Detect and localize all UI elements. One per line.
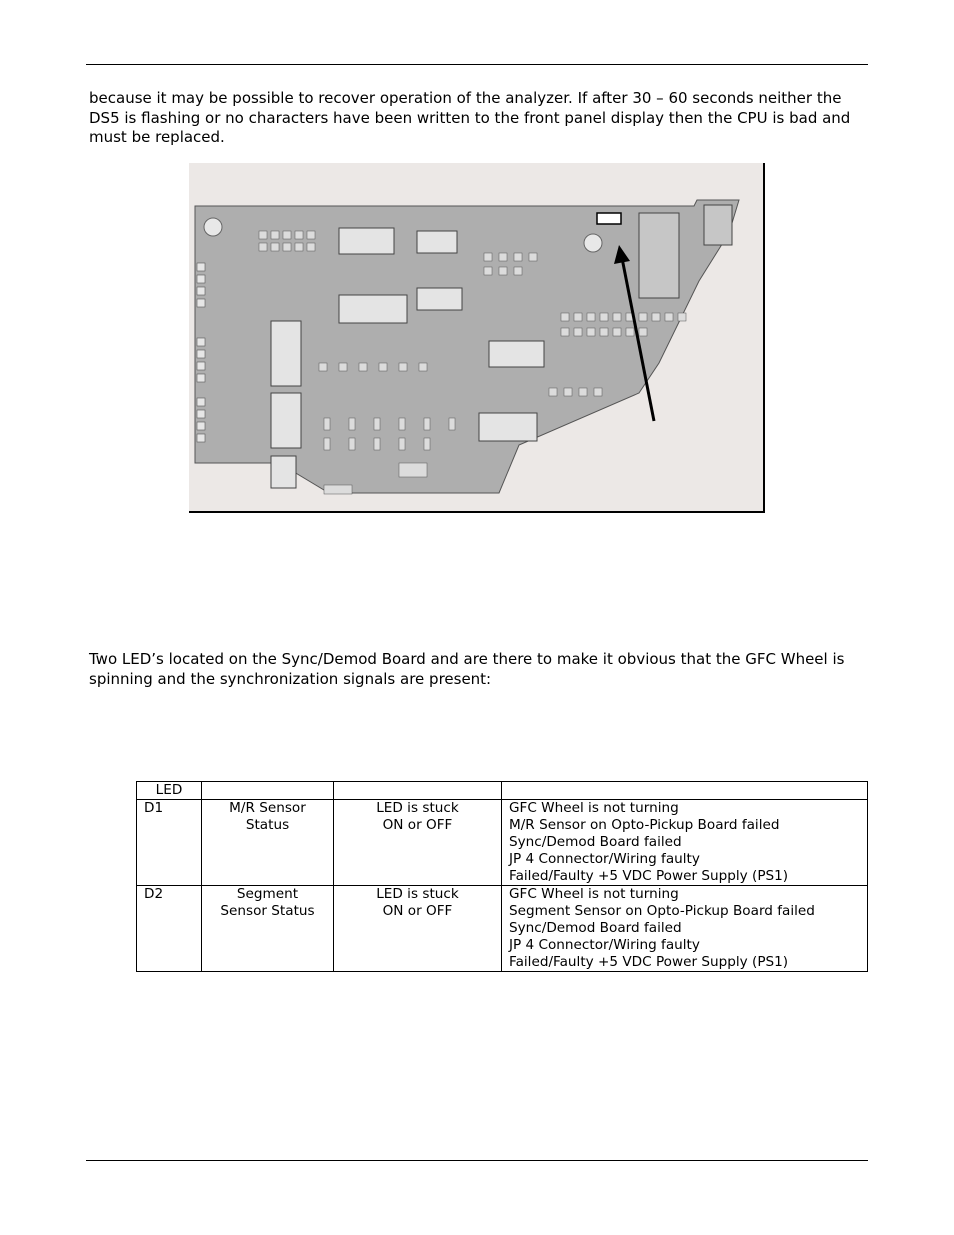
- second-paragraph: Two LED’s located on the Sync/Demod Board and are there to make it obvious that the GFC Wheel is spinning and the synchronization signals are present:: [89, 650, 845, 688]
- causes-cell: [502, 800, 868, 886]
- cause-line: M/R Sensor on Opto-Pickup Board failed: [509, 817, 780, 833]
- function-line: Status: [245, 817, 290, 833]
- function-line: Segment: [236, 886, 299, 902]
- fault-line: LED is stuck: [376, 800, 459, 816]
- connector: [639, 213, 679, 298]
- ic-chip: [489, 341, 544, 367]
- mounting-hole: [584, 234, 602, 252]
- connector: [704, 205, 732, 245]
- causes-cell: [502, 886, 868, 972]
- fault-cell: [334, 886, 502, 972]
- fault-cell: [334, 800, 502, 886]
- header-col2: [202, 782, 334, 800]
- ic-chip: [479, 413, 537, 441]
- header-led: LED: [137, 782, 202, 800]
- header-rule: [86, 64, 868, 65]
- fault-line: ON or OFF: [382, 817, 453, 833]
- table-row: [137, 886, 868, 972]
- ic-chip: [339, 295, 407, 323]
- cause-line: JP 4 Connector/Wiring faulty: [509, 937, 700, 953]
- cause-line: Sync/Demod Board failed: [509, 834, 682, 850]
- intro-paragraph: because it may be possible to recover operation of the analyzer. If after 30 – 60 seconds neither the DS5 is flashing or no characters have been written to the front panel display then the CPU is bad and must be replaced.: [89, 89, 851, 146]
- ic-chip: [339, 228, 394, 254]
- footer-rule: [86, 1160, 868, 1161]
- cause-line: GFC Wheel is not turning: [509, 886, 679, 902]
- ic-chip: [271, 393, 301, 448]
- led-cell: D1: [137, 800, 202, 886]
- function-line: M/R Sensor: [229, 800, 306, 816]
- cause-line: Segment Sensor on Opto-Pickup Board failed: [509, 903, 815, 919]
- ic-chip: [271, 456, 296, 488]
- cause-line: Sync/Demod Board failed: [509, 920, 682, 936]
- header-col3: [334, 782, 502, 800]
- cause-line: Failed/Faulty +5 VDC Power Supply (PS1): [509, 954, 789, 970]
- led-cell: D2: [137, 886, 202, 972]
- ic-chip: [417, 288, 462, 310]
- led-table: [136, 781, 868, 972]
- ds5-led-highlight: [597, 213, 621, 224]
- pin-header: [197, 263, 205, 442]
- header-col4: [502, 782, 868, 800]
- fault-line: LED is stuck: [376, 886, 459, 902]
- function-cell: [202, 886, 334, 972]
- cause-line: JP 4 Connector/Wiring faulty: [509, 851, 700, 867]
- cause-line: GFC Wheel is not turning: [509, 800, 679, 816]
- function-cell: [202, 800, 334, 886]
- cpu-board-drawing: [189, 163, 763, 511]
- table-header-row: [137, 782, 868, 800]
- ic-chip: [271, 321, 301, 386]
- ic-chip: [417, 231, 457, 253]
- mounting-hole: [204, 218, 222, 236]
- function-line: Sensor Status: [220, 903, 315, 919]
- cpu-board-figure: [189, 163, 765, 513]
- cause-line: Failed/Faulty +5 VDC Power Supply (PS1): [509, 868, 789, 884]
- table-row: [137, 800, 868, 886]
- fault-line: ON or OFF: [382, 903, 453, 919]
